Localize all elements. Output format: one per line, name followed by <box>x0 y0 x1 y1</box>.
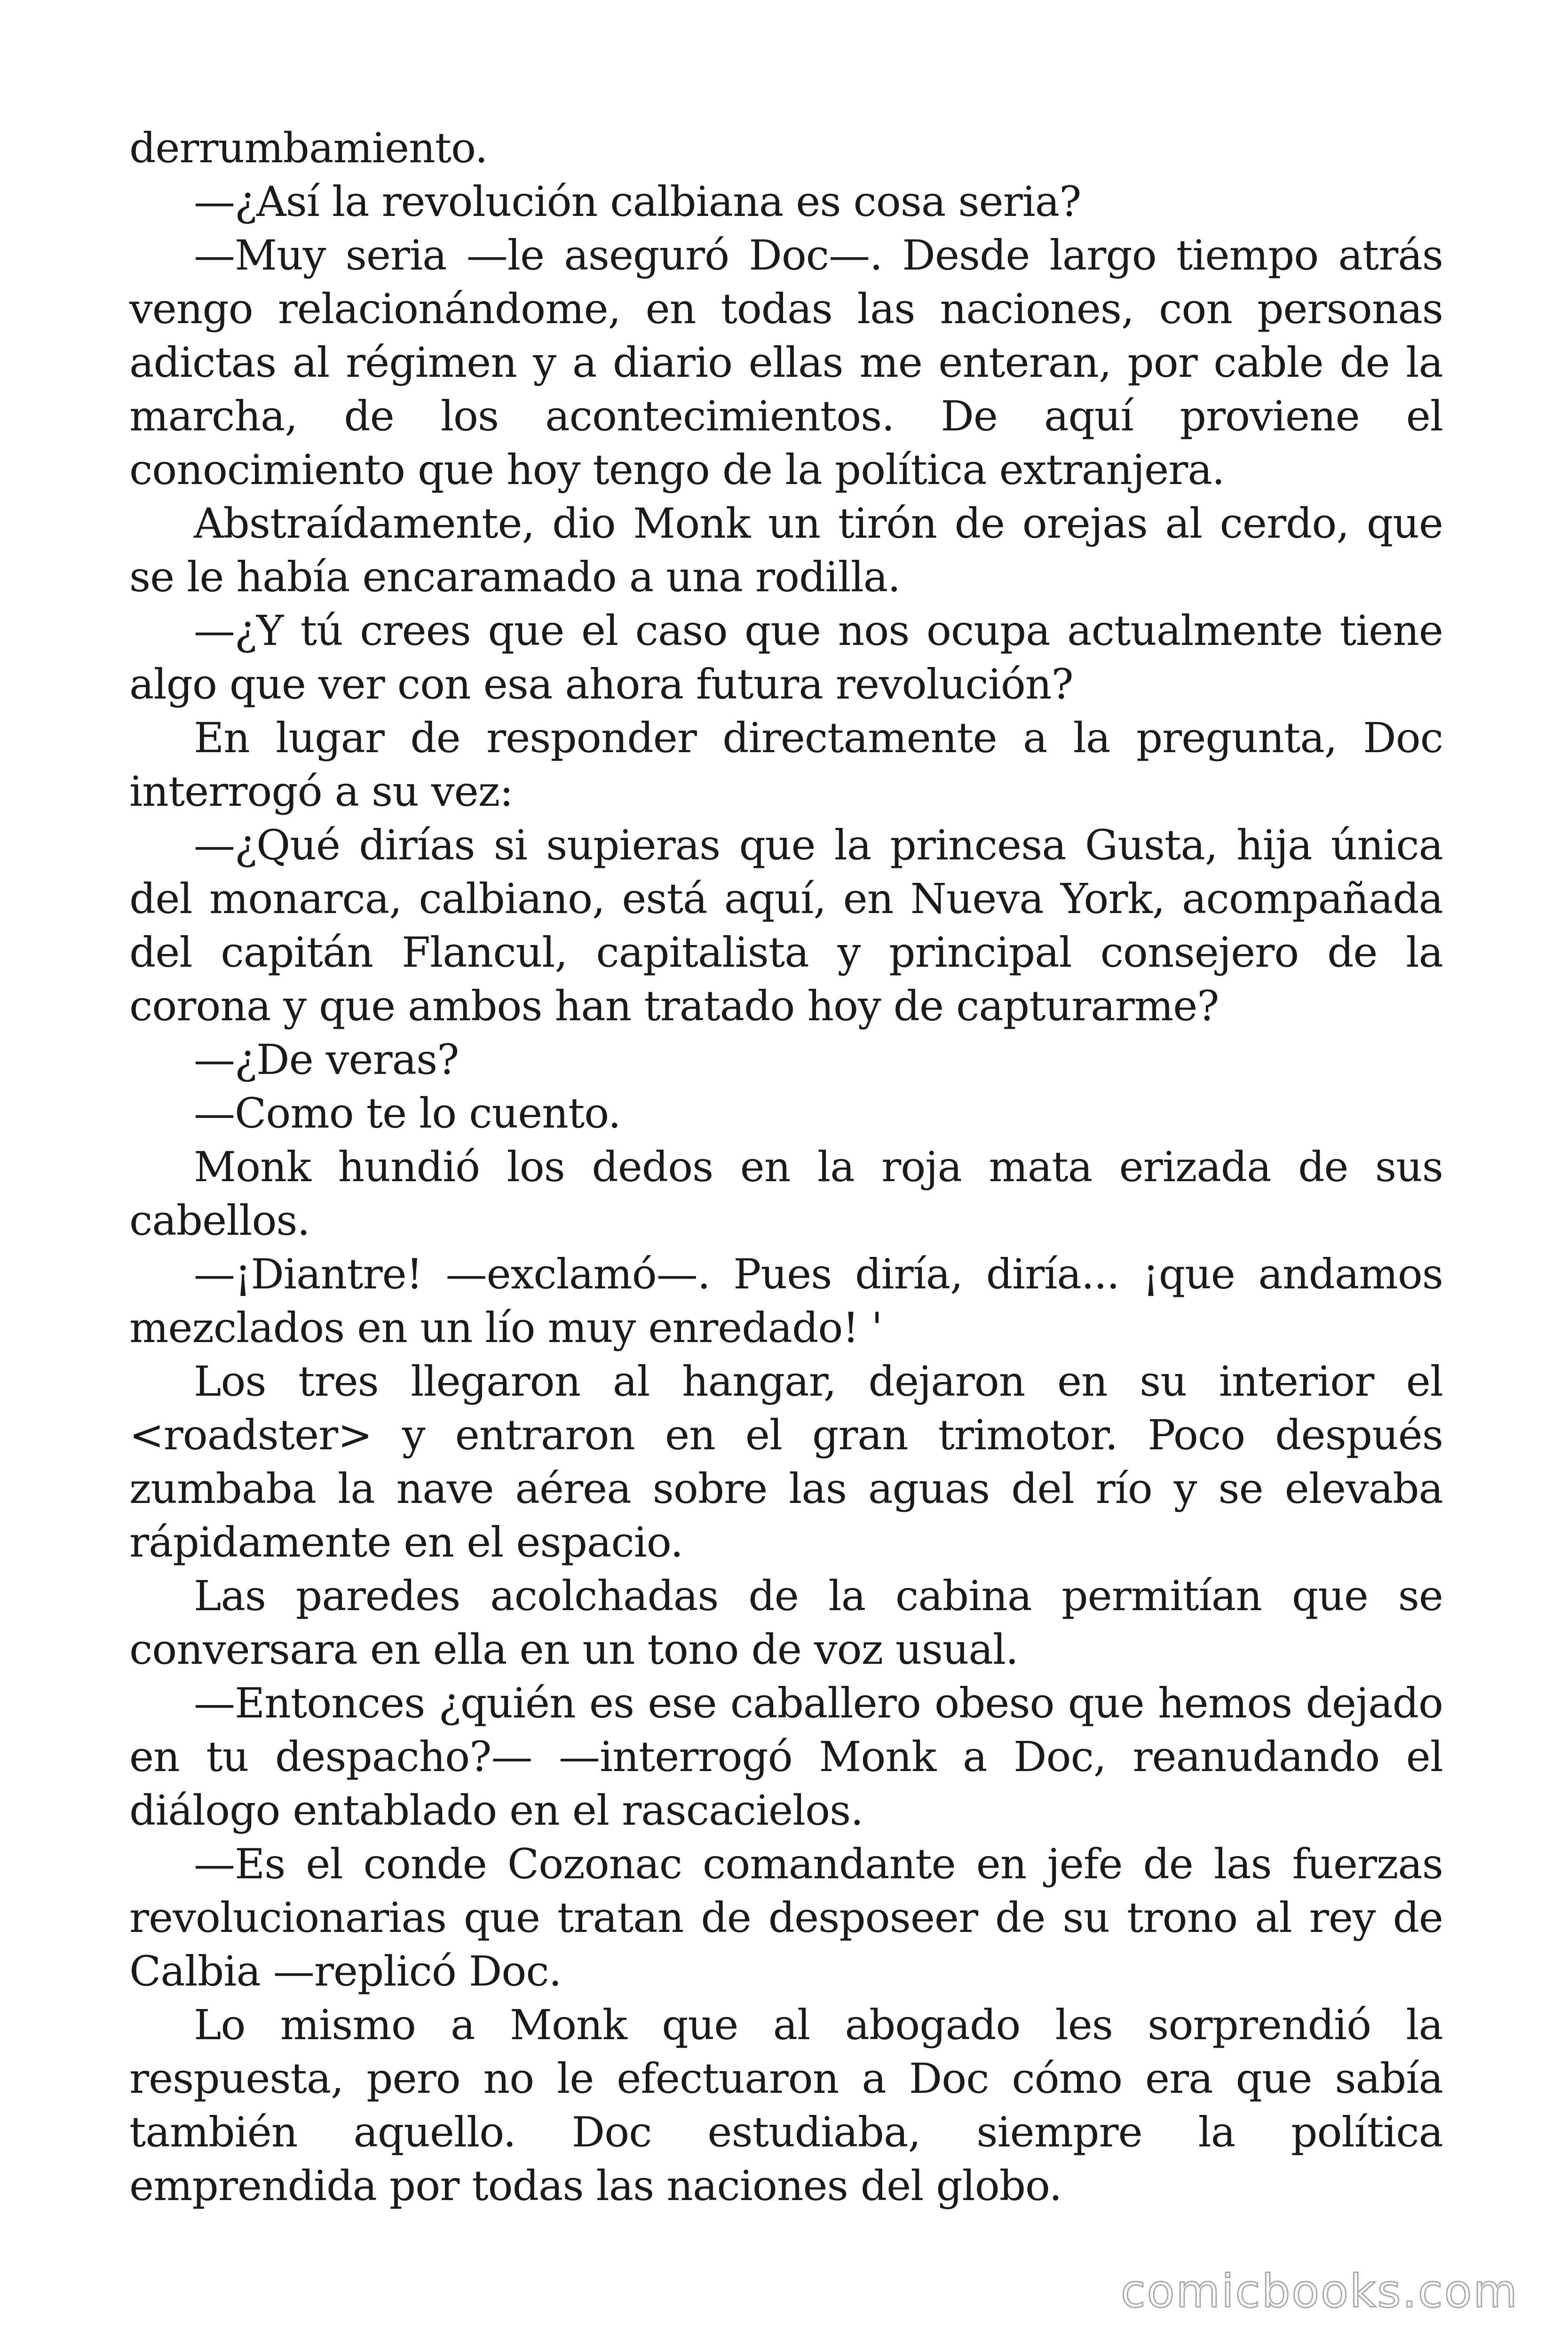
paragraph: derrumbamiento. <box>129 124 488 172</box>
paragraph: —¡Diantre! —exclamó—. Pues diría, diría... ¡que andamos mezclados en un lío muy enredado! ' <box>129 1250 1443 1352</box>
paragraph: —¿Así la revolución calbiana es cosa seria? <box>194 177 1081 226</box>
paragraph: Monk hundió los dedos en la roja mata erizada de sus cabellos. <box>129 1143 1443 1245</box>
paragraph: En lugar de responder directamente a la pregunta, Doc interrogó a su vez: <box>129 714 1443 816</box>
paragraph: —Como te lo cuento. <box>194 1089 621 1137</box>
watermark: comicbooks.com <box>1120 2265 1519 2318</box>
paragraph: Lo mismo a Monk que al abogado les sorprendió la respuesta, pero no le efectuaron a Doc cómo era que sabía también aquello. Doc estudiaba, siempre la política emprendida por todas las naciones del globo. <box>129 2001 1443 2210</box>
paragraph: —¿Qué dirías si supieras que la princesa Gusta, hija única del monarca, calbiano, está aquí, en Nueva York, acompañada del capitán Flancul, capitalista y principal consejero de la corona y que ambos han tratado hoy de capturarme? <box>129 821 1443 1030</box>
paragraph: —Entonces ¿quién es ese caballero obeso que hemos dejado en tu despacho?— —interrogó Monk a Doc, reanudando el diálogo entablado en el rascacielos. <box>129 1679 1443 1835</box>
paragraph: Abstraídamente, dio Monk un tirón de orejas al cerdo, que se le había encaramado a una rodilla. <box>129 499 1443 601</box>
paragraph: —Es el conde Cozonac comandante en jefe de las fuerzas revolucionarias que tratan de desposeer de su trono al rey de Calbia —replicó Doc. <box>129 1840 1443 1995</box>
paragraph: —Muy seria —le aseguró Doc—. Desde largo tiempo atrás vengo relacionándome, en todas las naciones, con personas adictas al régimen y a diario ellas me enteran, por cable de la marcha, de los acontecimientos. De aquí proviene el conocimiento que hoy tengo de la política extranjera. <box>129 231 1443 494</box>
paragraph: —¿Y tú crees que el caso que nos ocupa actualmente tiene algo que ver con esa ahora futura revolución? <box>129 606 1443 708</box>
paragraph: Los tres llegaron al hangar, dejaron en su interior el <roadster> y entraron en el gran trimotor. Poco después zumbaba la nave aérea sobre las aguas del río y se elevaba rápidamente en el espacio. <box>129 1357 1443 1566</box>
paragraph: —¿De veras? <box>194 1035 459 1084</box>
paragraph: Las paredes acolchadas de la cabina permitían que se conversara en ella en un tono de voz usual. <box>129 1572 1443 1674</box>
page-text <box>129 121 1443 2213</box>
